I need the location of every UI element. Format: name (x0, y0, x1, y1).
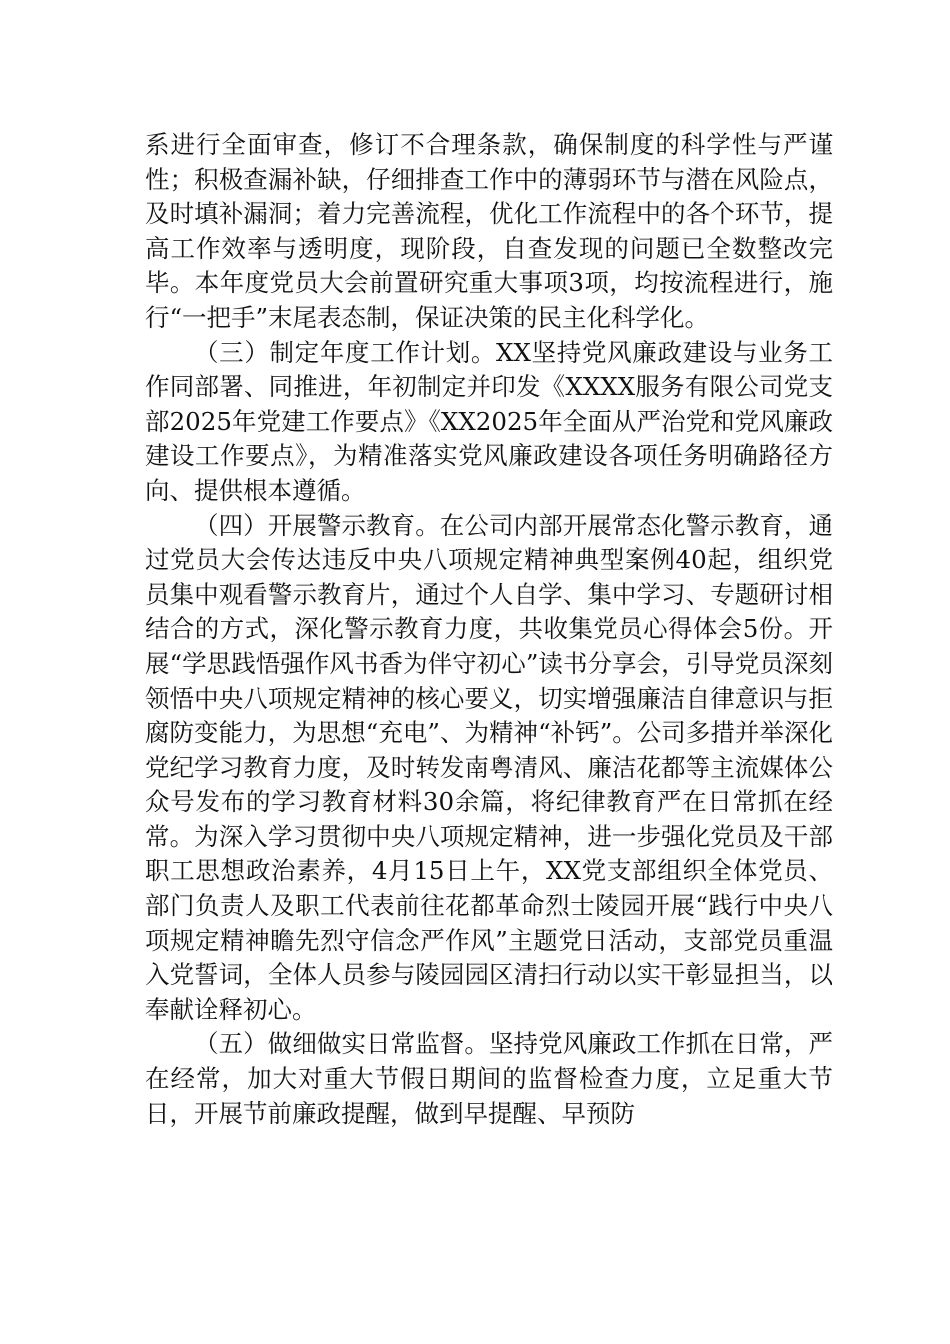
document-body (145, 128, 833, 1131)
paragraph-review-continuation: 系进行全面审查，修订不合理条款，确保制度的科学性与严谨性；积极查漏补缺，仔细排查工作中的薄弱环节与潜在风险点，及时填补漏洞；着力完善流程，优化工作流程中的各个环节，提高工作效率与透明度，现阶段，自查发现的问题已全数整改完毕。本年度党员大会前置研究重大事项3项，均按流程进行，施行“一把手”末尾表态制，保证决策的民主化科学化。 (145, 130, 833, 332)
paragraph-annual-work-plan: （三）制定年度工作计划。XX坚持党风廉政建设与业务工作同部署、同推进，年初制定并印发《XXXX服务有限公司党支部2025年党建工作要点》《XX2025年全面从严治党和党风廉政建设工作要点》，为精准落实党风廉政建设各项任务明确路径方向、提供根本遵循。 (145, 337, 833, 505)
paragraph-warning-education: （四）开展警示教育。在公司内部开展常态化警示教育，通过党员大会传达违反中央八项规定精神典型案例40起，组织党员集中观看警示教育片，通过个人自学、集中学习、专题研讨相结合的方式，深化警示教育力度，共收集党员心得体会5份。开展“学思践悟强作风书香为伴守初心”读书分享会，引导党员深刻领悟中央八项规定精神的核心要义，切实增强廉洁自律意识与拒腐防变能力，为思想“充电”、为精神“补钙”。公司多措并举深化党纪学习教育力度，及时转发南粤清风、廉洁花都等主流媒体公众号发布的学习教育材料30余篇，将纪律教育严在日常抓在经常。为深入学习贯彻中央八项规定精神，进一步强化党员及干部职工思想政治素养，4月15日上午，XX党支部组织全体党员、部门负责人及职工代表前往花都革命烈士陵园开展“践行中央八项规定精神瞻先烈守信念严作风”主题党日活动，支部党员重温入党誓词，全体人员参与陵园园区清扫行动以实干彰显担当，以奉献诠释初心。 (145, 510, 833, 1024)
paragraph-daily-supervision: （五）做细做实日常监督。坚持党风廉政工作抓在日常，严在经常，加大对重大节假日期间的监督检查力度，立足重大节日，开展节前廉政提醒，做到早提醒、早预防 (145, 1029, 833, 1128)
